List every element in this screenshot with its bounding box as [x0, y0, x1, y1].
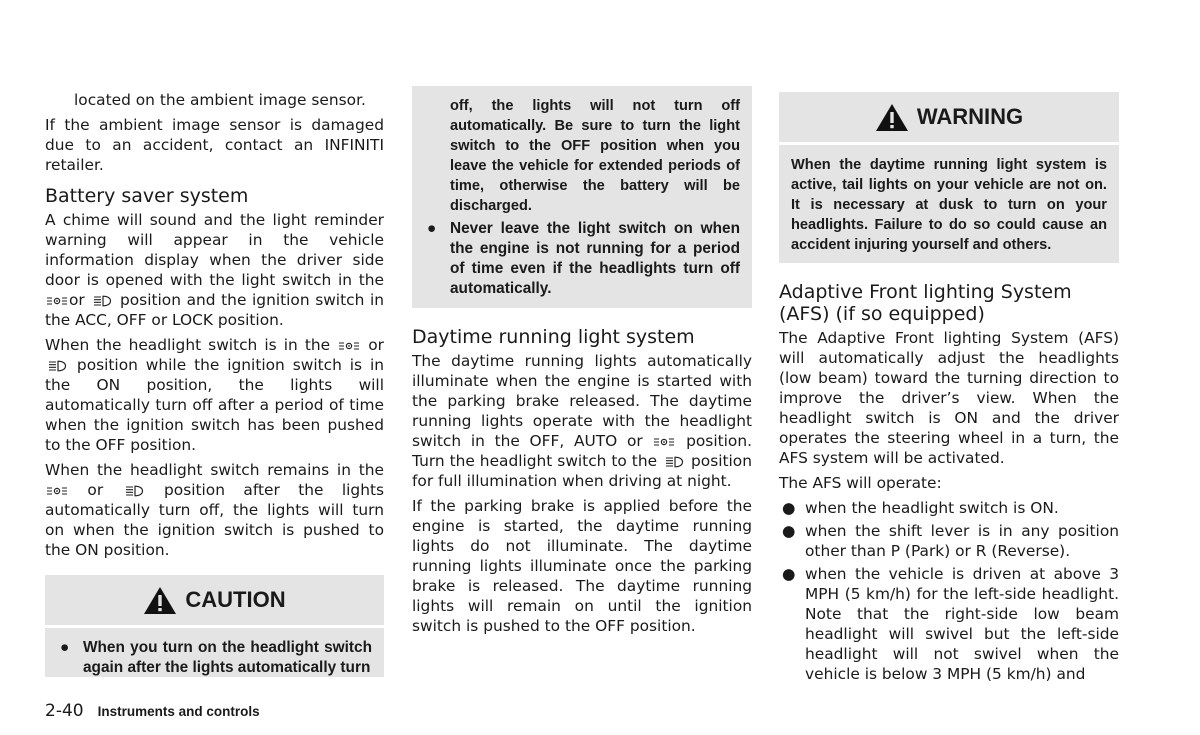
position-lamp-icon: [652, 436, 676, 448]
column-3: [779, 92, 1119, 687]
list-item: ● when the shift lever is in any position other than P (Park) or R (Reverse).: [782, 522, 1119, 560]
warning-triangle-icon: [143, 586, 177, 615]
paragraph-continued: located on the ambient image sensor.: [74, 91, 366, 109]
caution-continued-text: off, the lights will not turn off automatically. Be sure to turn the light switch to the OFF position when you leave the vehicle for extended periods of time, otherwise the battery will be discharged.: [450, 98, 740, 214]
headlight-icon: [90, 295, 114, 307]
warning-header: [779, 92, 1119, 145]
paragraph-afs-operate: The AFS will operate:: [779, 474, 942, 492]
column-1: [45, 90, 384, 677]
warning-text: When the daytime running light system is active, tail lights on your vehicle are not on. It is necessary at dusk to turn on your headlights. Failure to do so could cause an accident injuring yourself and others.: [791, 157, 1107, 253]
paragraph-headlight-switch: When the headlight switch is in the or position while the ignition switch is in the ON position, the lights will automatically turn off after a period of time when the ignition switch has been pushed to the OFF position.: [45, 336, 384, 454]
paragraph-afs: The Adaptive Front lighting System (AFS) will automatically adjust the headlights (low beam) toward the turning direction to improve the driver’s view. When the headlight switch is ON and the driver operates the steering wheel in a turn, the AFS system will be activated.: [779, 329, 1119, 467]
heading-battery-saver: Battery saver system: [45, 185, 249, 207]
caution-title: CAUTION: [185, 587, 286, 612]
page-footer: [45, 701, 260, 721]
warning-title: WARNING: [916, 104, 1024, 129]
afs-conditions-list: [779, 498, 1119, 684]
paragraph-chime: A chime will sound and the light reminder warning will appear in the vehicle information display when the driver side door is opened with the light switch in the or position and the ignition switch in the ACC, OFF or LOCK position.: [45, 211, 384, 329]
paragraph-parking-brake: If the parking brake is applied before the engine is started, the daytime running lights do not illuminate. The daytime running lights illuminate once the parking brake is released. The daytime running lights will remain on until the ignition switch is pushed to the OFF position.: [412, 497, 752, 635]
paragraph-headlight-remains: When the headlight switch remains in the or position after the lights automatically turn off, the lights will turn on when the ignition switch is pushed to the ON position.: [45, 461, 384, 559]
list-item: ● when the headlight switch is ON.: [782, 499, 1059, 517]
caution-header: [45, 575, 384, 628]
position-lamp-icon: [45, 295, 69, 307]
warning-triangle-icon: [875, 103, 909, 132]
section-title: Instruments and controls: [97, 704, 260, 719]
heading-afs: Adaptive Front lighting System (AFS) (if so equipped): [779, 281, 1072, 325]
headlight-icon: [45, 360, 69, 372]
paragraph-drl: The daytime running lights automatically illuminate when the engine is started with the parking brake released. The daytime running lights operate with the headlight switch in the OFF, AUTO or position. Turn the headlight switch to the position for full illumination when driving at night.: [412, 352, 752, 490]
headlight-icon: [662, 456, 686, 468]
caution-box-continued: [412, 86, 752, 308]
caution-bullet: ● Never leave the light switch on when the engine is not running for a period of time even if the headlights turn off automatically.: [427, 220, 740, 297]
headlight-icon: [122, 485, 146, 497]
position-lamp-icon: [45, 485, 69, 497]
column-2: [412, 86, 752, 641]
heading-daytime-running-light: Daytime running light system: [412, 326, 695, 348]
paragraph-sensor-damage: If the ambient image sensor is damaged due to an accident, contact an INFINITI retailer.: [45, 116, 384, 174]
warning-box: [779, 92, 1119, 263]
caution-box: [45, 575, 384, 677]
position-lamp-icon: [337, 340, 361, 352]
list-item: ● when the vehicle is driven at above 3 MPH (5 km/h) for the left-side headlight. Note that the right-side low beam headlight will swivel but the left-side headlight will not swivel when the vehicle is below 3 MPH (5 km/h) and: [782, 565, 1119, 683]
page-number: 2-40: [45, 701, 84, 721]
caution-bullet: ● When you turn on the headlight switch again after the lights automatically turn: [60, 639, 372, 676]
